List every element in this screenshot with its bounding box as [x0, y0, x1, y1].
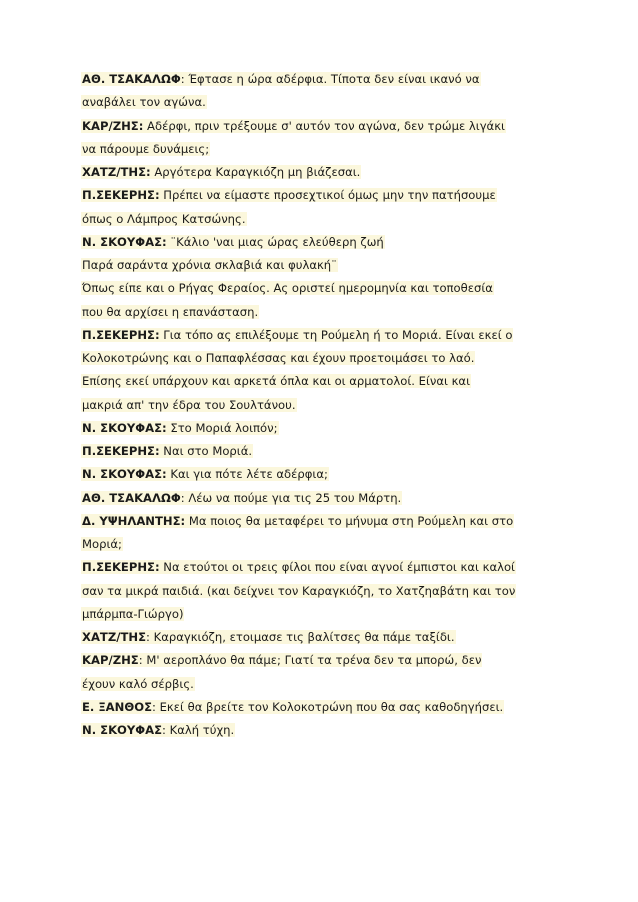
dialogue-line: [81, 188, 551, 203]
highlighted-text: [81, 421, 279, 435]
dialogue-line: [81, 258, 551, 273]
dialogue-text: Αργότερα Καραγκιόζη μη βιάζεσαι.: [154, 165, 361, 179]
speaker-name: Ν. ΣΚΟΥΦΑΣ:: [82, 420, 167, 435]
dialogue-line: [81, 305, 551, 320]
dialogue-text: Παρά σαράντα χρόνια σκλαβιά και φυλακή¨: [82, 258, 337, 272]
highlighted-text: [81, 653, 482, 667]
dialogue-line: [81, 72, 551, 87]
dialogue-line: [81, 421, 551, 436]
dialogue-line: [81, 514, 551, 529]
dialogue-text: Αδέρφι, πριν τρέξουμε σ' αυτόν τον αγώνα, δεν τρώμε λιγάκι: [147, 118, 505, 133]
speaker-name: Π.ΣΕΚΕΡΗΣ:: [82, 327, 160, 342]
highlighted-text: [81, 235, 385, 249]
highlighted-text: [81, 630, 456, 644]
dialogue-line: [81, 119, 551, 134]
document-page: [81, 72, 551, 746]
speaker-name: Ε. ΞΑΝΘΟΣ: [82, 699, 152, 714]
dialogue-text: έχουν καλό σέρβις.: [82, 676, 194, 691]
dialogue-line: [81, 212, 551, 227]
dialogue-text: που θα αρχίσει η επανάσταση.: [82, 304, 259, 319]
highlighted-text: [81, 142, 210, 156]
speaker-name: Ν. ΣΚΟΥΦΑΣ: [82, 723, 163, 737]
dialogue-text: Επίσης εκεί υπάρχουν και αρκετά όπλα και οι αρματολοί. Είναι και: [82, 374, 470, 389]
dialogue-line: [81, 165, 551, 180]
highlighted-text: [81, 212, 247, 226]
highlighted-text: [81, 607, 184, 621]
dialogue-text: Μοριά;: [82, 537, 122, 551]
dialogue-text: Ναι στο Μοριά.: [163, 444, 253, 458]
dialogue-text: Έφτασε η ώρα αδέρφια. Τίποτα δεν είναι ικανό να: [188, 72, 480, 86]
dialogue-text: αναβάλει τον αγώνα.: [82, 95, 206, 110]
highlighted-text: [81, 398, 297, 412]
highlighted-text: [81, 537, 123, 551]
speaker-name: Π.ΣΕΚΕΡΗΣ:: [82, 444, 160, 458]
speaker-name: ΚΑΡ/ΖΗΣ:: [82, 118, 144, 133]
speaker-name: ΑΘ. ΤΣΑΚΑΛΩΦ: [82, 490, 181, 505]
speaker-separator: :: [146, 630, 154, 644]
dialogue-text: Κολοκοτρώνης και ο Παπαφλέσσας και έχουν προετοιμάσει το λαό.: [82, 351, 475, 365]
highlighted-text: [81, 258, 338, 272]
highlighted-text: [81, 351, 475, 365]
dialogue-line: [81, 467, 551, 482]
highlighted-text: [81, 188, 497, 202]
speaker-name: ΧΑΤΖ/ΤΗΣ: [82, 630, 146, 644]
dialogue-text: Λέω να πούμε για τις 25 του Μάρτη.: [188, 490, 402, 505]
highlighted-text: [81, 305, 259, 319]
highlighted-text: [81, 700, 504, 714]
dialogue-line: [81, 537, 551, 552]
dialogue-text: Καραγκιόζη, ετοιμασε τις βαλίτσες θα πάμε ταξίδι.: [153, 630, 455, 644]
dialogue-line: [81, 677, 551, 692]
highlighted-text: [81, 514, 514, 528]
dialogue-line: [81, 398, 551, 413]
speaker-name: ΧΑΤΖ/ΤΗΣ:: [82, 165, 151, 179]
speaker-separator: :: [162, 723, 170, 737]
dialogue-line: [81, 95, 551, 110]
dialogue-text: να πάρουμε δυνάμεις;: [82, 141, 210, 156]
highlighted-text: [81, 281, 494, 295]
dialogue-text: Πρέπει να είμαστε προσεχτικοί όμως μην την πατήσουμε: [163, 188, 496, 203]
highlighted-text: [81, 119, 506, 133]
highlighted-text: [81, 444, 253, 458]
dialogue-text: Μ' αεροπλάνο θα πάμε; Γιατί τα τρένα δεν τα μπορώ, δεν: [146, 653, 482, 668]
speaker-name: ΑΘ. ΤΣΑΚΑΛΩΦ: [82, 72, 181, 86]
dialogue-line: [81, 444, 551, 459]
highlighted-text: [81, 560, 516, 574]
dialogue-text: μακριά απ' την έδρα του Σουλτάνου.: [82, 397, 296, 412]
dialogue-text: Για τόπο ας επιλέξουμε τη Ρούμελη ή το Μοριά. Είναι εκεί ο: [163, 327, 513, 342]
dialogue-line: [81, 491, 551, 506]
dialogue-line: [81, 281, 551, 296]
highlighted-text: [81, 95, 207, 109]
dialogue-line: [81, 584, 551, 599]
speaker-name: Π.ΣΕΚΕΡΗΣ:: [82, 188, 160, 203]
speaker-name: Ν. ΣΚΟΥΦΑΣ:: [82, 234, 167, 249]
dialogue-text: ¨Κάλιο 'ναι μιας ώρας ελεύθερη ζωή: [170, 234, 384, 249]
dialogue-line: [81, 328, 551, 343]
dialogue-line: [81, 653, 551, 668]
dialogue-line: [81, 630, 551, 645]
dialogue-line: [81, 607, 551, 622]
speaker-separator: :: [152, 699, 160, 714]
dialogue-line: [81, 723, 551, 738]
highlighted-text: [81, 72, 481, 86]
dialogue-text: μπάρμπα-Γιώργο): [82, 606, 184, 621]
highlighted-text: [81, 328, 513, 342]
dialogue-text: Να ετούτοι οι τρεις φίλοι που είναι αγνοί έμπιστοι και καλοί: [163, 560, 515, 575]
dialogue-line: [81, 142, 551, 157]
dialogue-text: Όπως είπε και ο Ρήγας Φεραίος. Ας οριστεί ημερομηνία και τοποθεσία: [82, 281, 493, 296]
dialogue-text: όπως ο Λάμπρος Κατσώνης.: [82, 211, 246, 226]
speaker-separator: :: [180, 72, 189, 86]
dialogue-line: [81, 351, 551, 366]
highlighted-text: [81, 677, 195, 691]
highlighted-text: [81, 584, 516, 598]
dialogue-text: Εκεί θα βρείτε τον Κολοκοτρώνη που θα σας καθοδηγήσει.: [159, 699, 504, 714]
dialogue-text: Καλή τύχη.: [169, 723, 235, 737]
highlighted-text: [81, 165, 361, 179]
dialogue-text: Μα ποιος θα μεταφέρει το μήνυμα στη Ρούμελη και στο: [188, 513, 514, 528]
dialogue-text: Και για πότε λέτε αδέρφια;: [170, 467, 328, 482]
highlighted-text: [81, 467, 329, 481]
speaker-name: Ν. ΣΚΟΥΦΑΣ:: [82, 467, 167, 482]
dialogue-line: [81, 374, 551, 389]
dialogue-line: [81, 560, 551, 575]
speaker-separator: :: [138, 653, 147, 668]
highlighted-text: [81, 491, 402, 505]
speaker-name: Δ. ΥΨΗΛΑΝΤΗΣ:: [82, 513, 186, 528]
dialogue-text: Στο Μοριά λοιπόν;: [170, 420, 278, 435]
highlighted-text: [81, 723, 235, 737]
speaker-name: Π.ΣΕΚΕΡΗΣ:: [82, 560, 160, 575]
dialogue-text: σαν τα μικρά παιδιά. (και δείχνει τον Καραγκιόζη, το Χατζηαβάτη και τον: [82, 583, 516, 598]
dialogue-line: [81, 700, 551, 715]
dialogue-line: [81, 235, 551, 250]
speaker-name: ΚΑΡ/ΖΗΣ: [82, 653, 139, 668]
speaker-separator: :: [180, 490, 189, 505]
highlighted-text: [81, 374, 471, 388]
